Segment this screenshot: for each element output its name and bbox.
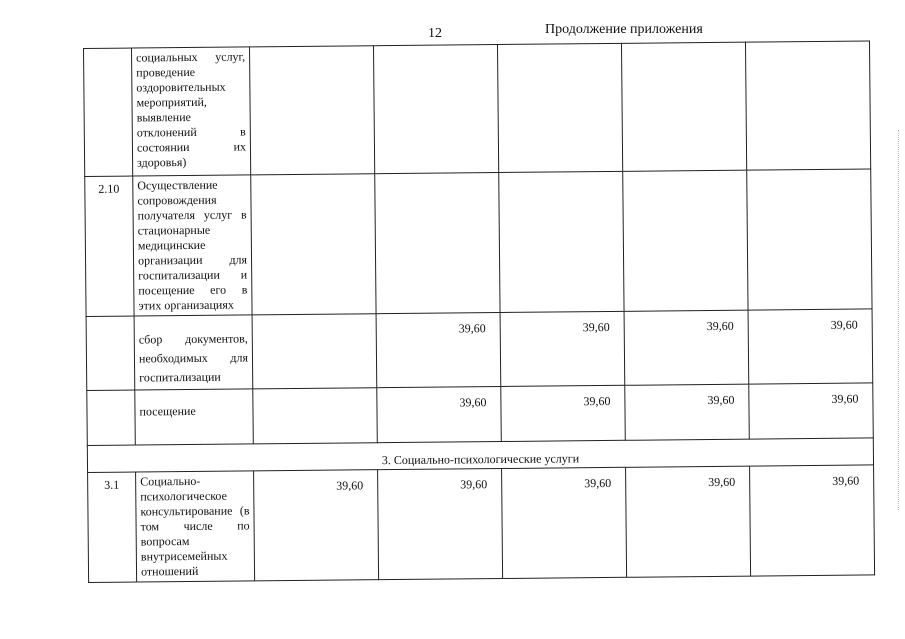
- scan-edge-mark: [897, 130, 899, 510]
- price-cell: 39,60: [750, 465, 875, 576]
- row-number: 2.10: [85, 176, 134, 316]
- service-name: Осуществление сопровождения получателя услуг в стационарные медицинские организации для госпитализации и посещение его в этих организациях: [133, 175, 252, 316]
- table-row: [88, 465, 875, 583]
- price-cell: [253, 388, 378, 444]
- price-cell: [249, 46, 374, 175]
- table-row: [84, 41, 871, 177]
- price-cell: [252, 314, 377, 389]
- section-title: 3. Социально-психологические услуги: [87, 438, 873, 473]
- price-cell: 39,60: [500, 311, 625, 386]
- price-cell: 39,60: [748, 309, 873, 384]
- price-cell: 39,60: [254, 470, 379, 581]
- service-name: Социально-психологическое консультирование (в том числе по вопросам внутрисемейных отношений: [136, 471, 255, 582]
- price-cell: [251, 174, 376, 315]
- price-cell: [745, 41, 870, 170]
- service-name: посещение: [135, 389, 254, 445]
- services-table: [83, 40, 875, 583]
- price-cell: [375, 173, 500, 314]
- price-cell: [499, 171, 624, 312]
- price-cell: 39,60: [502, 467, 627, 578]
- table-row: [87, 383, 873, 446]
- row-number: 3.1: [88, 472, 137, 582]
- price-cell: 39,60: [501, 385, 626, 441]
- table-row: [85, 169, 872, 317]
- service-name: сбор документов, необходимых для госпитализации: [134, 315, 253, 390]
- table-row: [86, 309, 873, 391]
- price-cell: 39,60: [377, 387, 502, 443]
- service-name: социальных услуг, проведение оздоровительных мероприятий, выявление отклонений в состоянии их здоровья): [132, 47, 251, 176]
- continuation-caption: Продолжение приложения: [545, 22, 703, 37]
- price-cell: 39,60: [624, 310, 749, 385]
- price-cell: [621, 42, 746, 171]
- price-cell: [623, 170, 748, 311]
- price-cell: [747, 169, 872, 310]
- row-number: [87, 390, 136, 445]
- row-number: [86, 316, 135, 390]
- price-cell: [373, 45, 498, 174]
- price-cell: 39,60: [378, 469, 503, 580]
- price-cell: 39,60: [626, 466, 751, 577]
- price-cell: 39,60: [749, 383, 874, 439]
- price-cell: 39,60: [376, 313, 501, 388]
- row-number: [84, 48, 133, 176]
- price-cell: 39,60: [625, 384, 750, 440]
- page-number: 12: [428, 26, 442, 41]
- price-cell: [497, 43, 622, 172]
